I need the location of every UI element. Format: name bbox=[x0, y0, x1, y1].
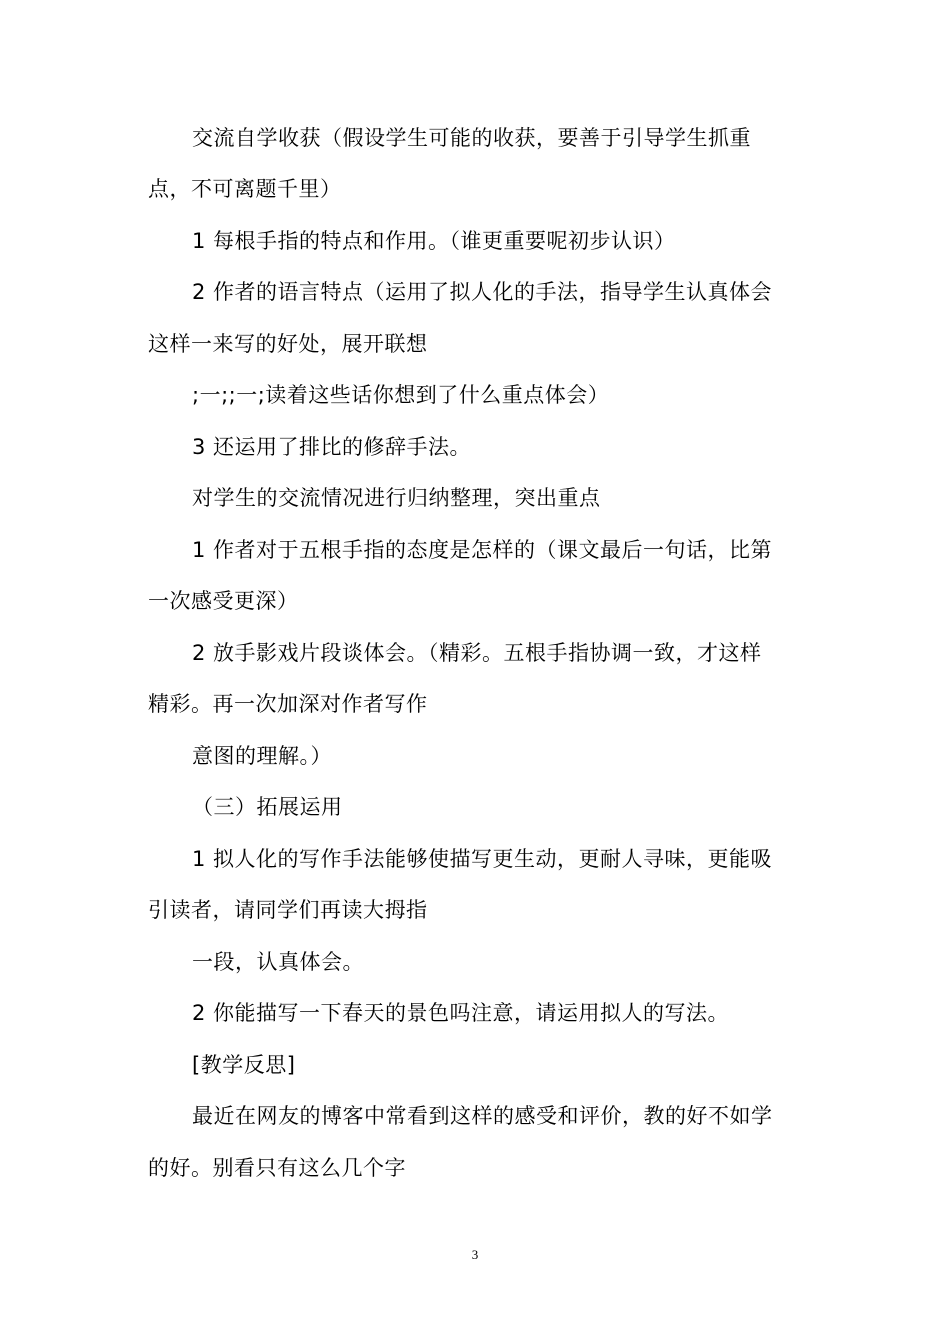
text-line: 交流自学收获（假设学生可能的收获，要善于引导学生抓重 bbox=[192, 126, 751, 150]
text-line: 2 放手影戏片段谈体会。（精彩。五根手指协调一致，才这样 bbox=[192, 641, 762, 665]
text-line: 这样一来写的好处，展开联想 bbox=[148, 332, 428, 356]
page-number: 3 bbox=[471, 1247, 479, 1262]
text-line: 1 每根手指的特点和作用。（谁更重要呢初步认识） bbox=[192, 229, 676, 253]
text-line: 意图的理解。） bbox=[192, 744, 332, 768]
section-heading: （三）拓展运用 bbox=[192, 795, 343, 819]
text-line: 2 作者的语言特点（运用了拟人化的手法，指导学生认真体会 bbox=[192, 280, 773, 304]
section-heading: [教学反思] bbox=[192, 1053, 296, 1077]
text-line: 一次感受更深） bbox=[148, 589, 299, 613]
text-line: ;一;;一;读着这些话你想到了什么重点体会） bbox=[192, 383, 610, 407]
text-line: 1 作者对于五根手指的态度是怎样的（课文最后一句话，比第 bbox=[192, 538, 773, 562]
text-line: 点，不可离题千里） bbox=[148, 177, 342, 201]
text-line: 1 拟人化的写作手法能够使描写更生动，更耐人寻味，更能吸 bbox=[192, 847, 773, 871]
text-line: 2 你能描写一下春天的景色吗注意，请运用拟人的写法。 bbox=[192, 1001, 730, 1025]
text-line: 引读者，请同学们再读大拇指 bbox=[148, 898, 428, 922]
text-line: 精彩。再一次加深对作者写作 bbox=[148, 692, 428, 716]
text-line: 最近在网友的博客中常看到这样的感受和评价，教的好不如学 bbox=[192, 1104, 773, 1128]
text-line: 3 还运用了排比的修辞手法。 bbox=[192, 435, 472, 459]
text-line: 对学生的交流情况进行归纳整理，突出重点 bbox=[192, 486, 601, 510]
text-line: 一段，认真体会。 bbox=[192, 950, 364, 974]
text-line: 的好。别看只有这么几个字 bbox=[148, 1156, 406, 1180]
